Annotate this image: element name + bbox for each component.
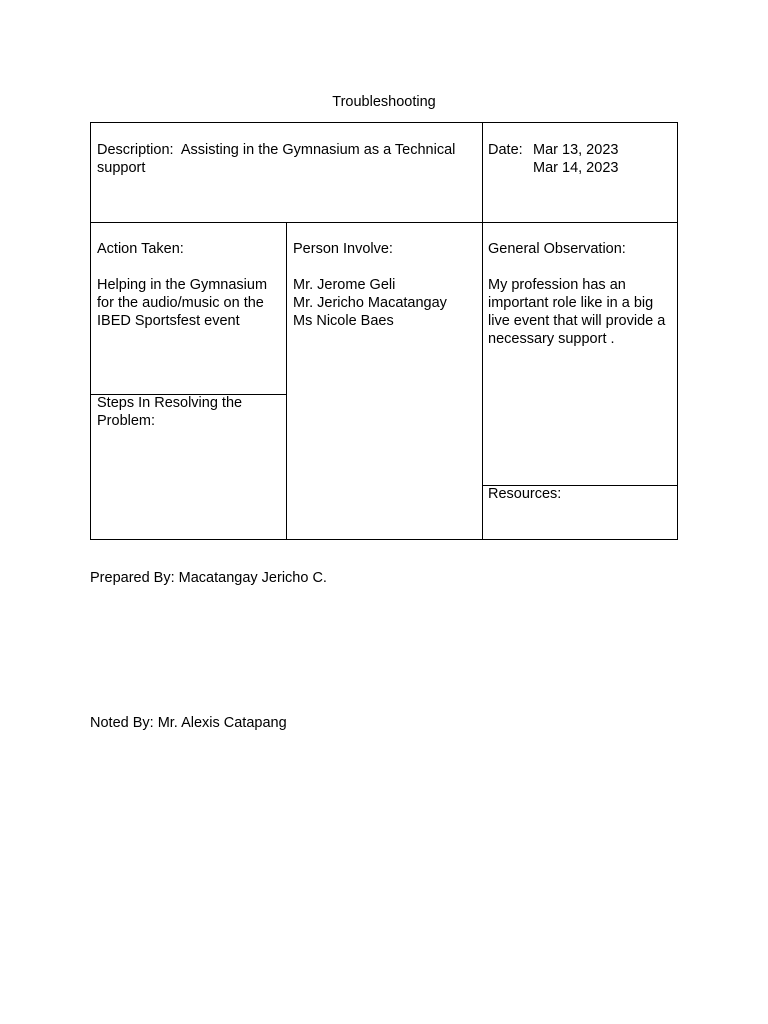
person-involve-label: Person Involve: [293, 241, 393, 257]
date-label: Date: [488, 142, 523, 158]
description-label: Description: [97, 142, 174, 158]
steps-label: Steps In Resolving the Problem: [97, 395, 243, 429]
table-border-bottom [90, 539, 678, 540]
table-border-top [90, 122, 678, 123]
person-name: Mr. Jerome Geli [293, 277, 396, 293]
date-value-2: Mar 14, 2023 [533, 160, 619, 176]
resources-label: Resources: [488, 486, 562, 502]
general-observation-cell [488, 240, 674, 348]
general-observation-label: General Observation: [488, 241, 626, 257]
column-divider-left [286, 222, 287, 540]
action-taken-text: Helping in the Gymnasium for the audio/music on the IBED Sportsfest event [97, 277, 268, 329]
description-text: Assisting in the Gymnasium as a Technical support [97, 142, 456, 176]
prepared-by: Prepared By: Macatangay Jericho C. [90, 570, 327, 586]
person-list [293, 276, 479, 330]
table-border-left [90, 122, 91, 540]
row-divider [90, 222, 678, 223]
resources-cell [488, 485, 674, 503]
noted-by: Noted By: Mr. Alexis Catapang [90, 715, 287, 731]
action-taken-cell [97, 240, 283, 330]
date-value-1: Mar 13, 2023 [533, 142, 619, 158]
description-cell [97, 141, 479, 177]
action-taken-label: Action Taken: [97, 241, 184, 257]
person-name: Ms Nicole Baes [293, 313, 394, 329]
person-involve-cell [293, 240, 479, 330]
steps-cell [97, 394, 267, 430]
table-border-right [677, 122, 678, 540]
column-divider-right [482, 122, 483, 540]
page-title: Troubleshooting [332, 94, 436, 110]
general-observation-text: My profession has an important role like in a big live event that will provide a necessary support . [488, 277, 666, 347]
person-name: Mr. Jericho Macatangay [293, 295, 447, 311]
